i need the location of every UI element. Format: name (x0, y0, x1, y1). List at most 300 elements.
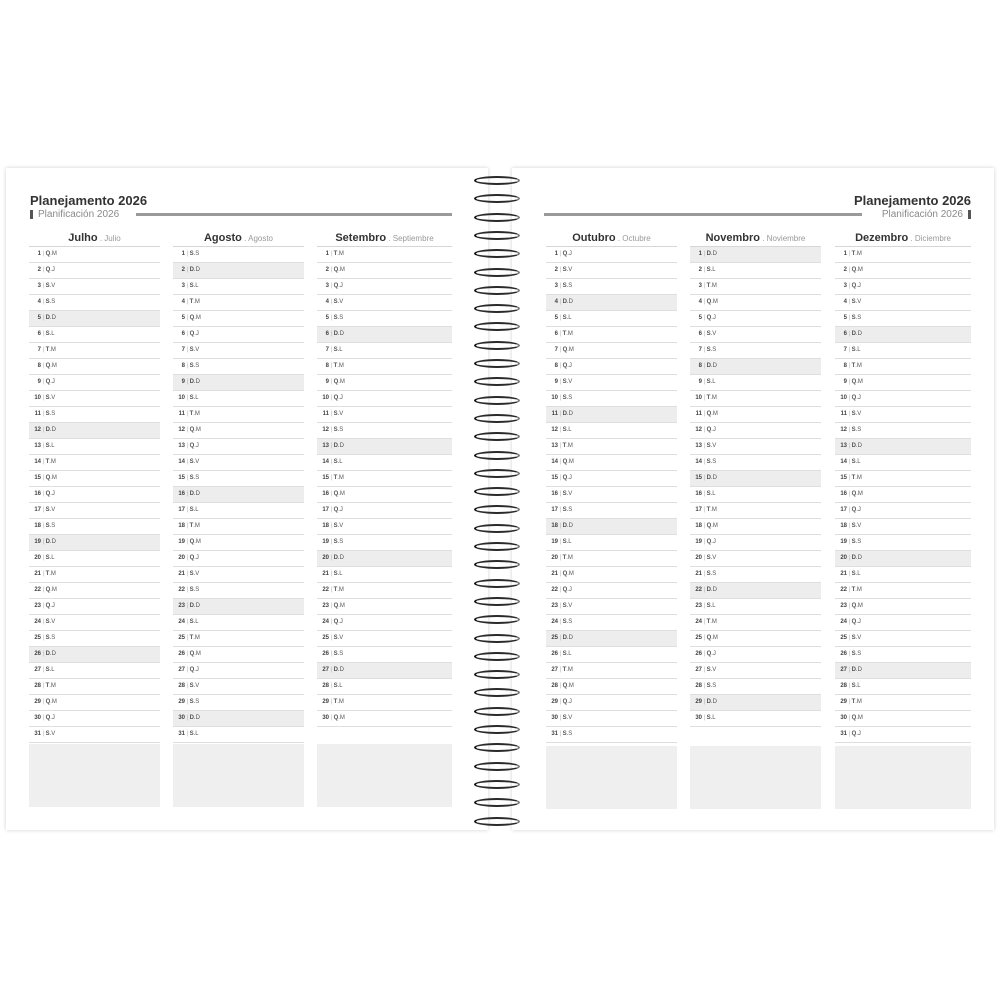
day-row[interactable] (690, 455, 821, 471)
weekday-dot: . (710, 699, 713, 705)
day-row[interactable] (173, 567, 304, 583)
day-row[interactable] (29, 647, 160, 663)
day-row[interactable] (835, 583, 971, 599)
day-row[interactable] (690, 663, 821, 679)
separator: | (43, 539, 45, 545)
day-row[interactable] (173, 663, 304, 679)
weekday-dot: . (49, 635, 52, 641)
weekday-dot: . (855, 459, 858, 465)
separator: | (187, 299, 189, 305)
day-row[interactable] (690, 391, 821, 407)
day-row[interactable] (690, 471, 821, 487)
weekday-letters (852, 411, 862, 417)
day-row[interactable] (317, 567, 452, 583)
day-row[interactable] (173, 503, 304, 519)
day-row[interactable] (546, 359, 677, 375)
weekday-pt: Q (562, 683, 568, 689)
day-row[interactable] (29, 455, 160, 471)
day-row[interactable] (317, 519, 452, 535)
day-row[interactable] (317, 407, 452, 423)
day-row[interactable] (29, 423, 160, 439)
day-row[interactable] (29, 711, 160, 727)
day-row[interactable] (546, 391, 677, 407)
day-row[interactable] (835, 439, 971, 455)
spiral-ring (474, 634, 520, 643)
day-row[interactable] (29, 615, 160, 631)
day-row[interactable] (317, 487, 452, 503)
day-number: 4 (843, 299, 847, 305)
separator: | (704, 475, 706, 481)
day-row[interactable] (546, 519, 677, 535)
day-row[interactable] (173, 407, 304, 423)
day-row[interactable] (29, 551, 160, 567)
day-row[interactable] (690, 407, 821, 423)
day-row[interactable] (690, 679, 821, 695)
weekday-letters (334, 267, 345, 273)
day-row[interactable] (690, 503, 821, 519)
weekday-letters (707, 491, 716, 497)
day-row[interactable] (690, 279, 821, 295)
day-row[interactable] (317, 359, 452, 375)
weekday-dot: . (856, 491, 858, 497)
day-row[interactable] (835, 471, 971, 487)
day-row[interactable] (690, 311, 821, 327)
day-row[interactable] (317, 423, 452, 439)
day-row[interactable] (173, 311, 304, 327)
weekday-dot: . (193, 603, 196, 609)
day-row[interactable] (690, 599, 821, 615)
day-row[interactable] (690, 359, 821, 375)
day-row[interactable] (317, 535, 452, 551)
day-row[interactable] (690, 343, 821, 359)
weekday-dot: . (711, 651, 713, 657)
day-row[interactable] (690, 247, 821, 263)
day-row[interactable] (317, 327, 452, 343)
day-row[interactable] (546, 327, 677, 343)
day-row[interactable] (835, 279, 971, 295)
day-row[interactable] (173, 375, 304, 391)
weekday-letters (334, 347, 343, 353)
day-row[interactable] (835, 343, 971, 359)
separator: | (43, 395, 45, 401)
weekday-dot: . (49, 683, 51, 689)
weekday-dot: . (856, 395, 858, 401)
day-row[interactable] (546, 631, 677, 647)
weekday-pt: S (333, 315, 338, 321)
day-row[interactable] (317, 439, 452, 455)
day-number: 16 (551, 491, 558, 497)
day-row[interactable] (29, 583, 160, 599)
day-row[interactable] (317, 679, 452, 695)
day-row[interactable] (29, 471, 160, 487)
day-row[interactable] (317, 695, 452, 711)
weekday-pt: S (706, 555, 711, 561)
weekday-dot: . (566, 635, 569, 641)
weekday-es: V (51, 283, 56, 289)
day-row[interactable] (546, 663, 677, 679)
day-row[interactable] (835, 247, 971, 263)
weekday-es: V (195, 459, 200, 465)
day-row[interactable] (173, 423, 304, 439)
day-row[interactable] (317, 247, 452, 263)
weekday-es: S (195, 251, 200, 257)
separator: | (43, 715, 45, 721)
day-row[interactable] (546, 247, 677, 263)
day-row[interactable] (173, 679, 304, 695)
day-row[interactable] (835, 695, 971, 711)
day-row[interactable] (546, 423, 677, 439)
day-row[interactable] (29, 631, 160, 647)
day-row[interactable] (317, 311, 452, 327)
day-row[interactable] (835, 711, 971, 727)
weekday-letters (190, 731, 199, 737)
day-row[interactable] (546, 407, 677, 423)
weekday-pt: D (562, 635, 567, 641)
day-row[interactable] (29, 727, 160, 743)
day-row[interactable] (835, 375, 971, 391)
day-row[interactable] (690, 487, 821, 503)
day-row[interactable] (835, 455, 971, 471)
weekday-es: M (51, 475, 57, 481)
day-row[interactable] (173, 631, 304, 647)
weekday-es: S (857, 539, 862, 545)
day-row[interactable] (546, 263, 677, 279)
day-row[interactable] (29, 359, 160, 375)
day-row[interactable] (835, 311, 971, 327)
day-row[interactable] (29, 679, 160, 695)
weekday-es: V (195, 347, 200, 353)
separator: | (331, 459, 333, 465)
separator: | (560, 475, 562, 481)
weekday-dot: . (711, 299, 713, 305)
day-row[interactable] (317, 455, 452, 471)
day-row[interactable] (173, 647, 304, 663)
day-row[interactable] (690, 567, 821, 583)
day-row[interactable] (835, 551, 971, 567)
weekday-letters (707, 635, 718, 641)
day-row[interactable] (317, 631, 452, 647)
day-row[interactable] (29, 247, 160, 263)
day-row[interactable] (29, 503, 160, 519)
day-row[interactable] (29, 279, 160, 295)
day-number: 14 (34, 459, 41, 465)
day-row[interactable] (173, 391, 304, 407)
day-row[interactable] (173, 439, 304, 455)
day-row[interactable] (835, 327, 971, 343)
day-row[interactable] (317, 263, 452, 279)
weekday-pt: S (333, 347, 338, 353)
weekday-letters (852, 715, 863, 721)
weekday-letters (852, 651, 862, 657)
weekday-es: D (712, 475, 717, 481)
day-number: 16 (840, 491, 847, 497)
day-row[interactable] (690, 647, 821, 663)
day-row[interactable] (835, 727, 971, 743)
day-row[interactable] (29, 327, 160, 343)
day-row[interactable] (546, 375, 677, 391)
day-row[interactable] (546, 551, 677, 567)
day-row[interactable] (29, 519, 160, 535)
day-row[interactable] (690, 327, 821, 343)
day-number: 28 (840, 683, 847, 689)
day-row[interactable] (546, 647, 677, 663)
weekday-es: M (567, 443, 573, 449)
separator: | (704, 667, 706, 673)
weekday-dot: . (855, 539, 858, 545)
day-row[interactable] (173, 615, 304, 631)
day-row[interactable] (690, 551, 821, 567)
day-row[interactable] (29, 407, 160, 423)
day-row[interactable] (173, 599, 304, 615)
day-row[interactable] (317, 279, 452, 295)
weekday-es: L (857, 683, 861, 689)
day-row[interactable] (546, 615, 677, 631)
weekday-es: J (339, 507, 343, 513)
day-row[interactable] (317, 551, 452, 567)
weekday-es: L (51, 443, 55, 449)
weekday-dot: . (194, 427, 196, 433)
day-row[interactable] (835, 503, 971, 519)
separator: | (187, 667, 189, 673)
separator: | (704, 331, 706, 337)
day-row[interactable] (317, 343, 452, 359)
day-row[interactable] (546, 567, 677, 583)
separator: | (560, 395, 562, 401)
weekday-letters (852, 603, 863, 609)
day-row[interactable] (690, 631, 821, 647)
day-row[interactable] (173, 359, 304, 375)
weekday-letters (852, 395, 861, 401)
day-row[interactable] (835, 391, 971, 407)
day-row[interactable] (835, 407, 971, 423)
day-row[interactable] (690, 263, 821, 279)
day-row[interactable] (317, 583, 452, 599)
day-row[interactable] (29, 311, 160, 327)
separator: | (187, 251, 189, 257)
month-column (690, 228, 821, 727)
separator: | (331, 363, 333, 369)
weekday-es: J (568, 699, 572, 705)
day-row[interactable] (546, 599, 677, 615)
day-row[interactable] (835, 295, 971, 311)
day-row[interactable] (317, 615, 452, 631)
day-number: 16 (695, 491, 702, 497)
weekday-dot: . (711, 523, 713, 529)
weekday-es: L (195, 507, 199, 513)
weekday-pt: Q (851, 283, 857, 289)
day-row[interactable] (835, 663, 971, 679)
day-row[interactable] (835, 423, 971, 439)
weekday-pt: S (562, 507, 567, 513)
day-row[interactable] (317, 711, 452, 727)
day-row[interactable] (317, 295, 452, 311)
day-row[interactable] (835, 487, 971, 503)
weekday-pt: T (333, 475, 338, 481)
separator: | (560, 635, 562, 641)
day-row[interactable] (546, 279, 677, 295)
spiral-ring (474, 524, 520, 533)
day-number: 12 (322, 427, 329, 433)
day-row[interactable] (29, 439, 160, 455)
weekday-es: L (51, 555, 55, 561)
day-row[interactable] (29, 295, 160, 311)
separator: | (560, 459, 562, 465)
day-row[interactable] (173, 711, 304, 727)
separator: | (560, 587, 562, 593)
day-row[interactable] (317, 647, 452, 663)
weekday-letters (852, 667, 862, 673)
day-row[interactable] (546, 471, 677, 487)
day-row[interactable] (29, 375, 160, 391)
weekday-es: D (339, 555, 344, 561)
day-row[interactable] (835, 535, 971, 551)
spiral-ring (474, 341, 520, 350)
day-number: 3 (325, 283, 329, 289)
day-row[interactable] (835, 679, 971, 695)
weekday-dot: . (337, 555, 340, 561)
day-row[interactable] (173, 695, 304, 711)
separator: | (560, 507, 562, 513)
day-row[interactable] (835, 359, 971, 375)
day-row[interactable] (835, 263, 971, 279)
day-row[interactable] (546, 487, 677, 503)
day-row[interactable] (317, 663, 452, 679)
day-row[interactable] (173, 327, 304, 343)
weekday-pt: S (562, 427, 567, 433)
day-row[interactable] (173, 343, 304, 359)
weekday-es: V (568, 491, 573, 497)
weekday-pt: D (333, 667, 338, 673)
day-row[interactable] (317, 471, 452, 487)
day-row[interactable] (173, 263, 304, 279)
day-row[interactable] (690, 375, 821, 391)
weekday-letters (46, 459, 56, 465)
weekday-letters (707, 539, 716, 545)
weekday-letters (852, 379, 863, 385)
day-row[interactable] (29, 567, 160, 583)
weekday-letters (46, 267, 55, 273)
day-row[interactable] (690, 695, 821, 711)
day-row[interactable] (690, 519, 821, 535)
day-row[interactable] (690, 439, 821, 455)
page-title: Planejamento 2026 (30, 193, 148, 208)
weekday-dot: . (710, 667, 713, 673)
day-row[interactable] (173, 583, 304, 599)
day-row[interactable] (546, 439, 677, 455)
day-row[interactable] (546, 583, 677, 599)
day-number: 22 (178, 587, 185, 593)
day-row[interactable] (835, 599, 971, 615)
day-number: 13 (695, 443, 702, 449)
day-row[interactable] (173, 551, 304, 567)
day-row[interactable] (173, 279, 304, 295)
day-row[interactable] (29, 487, 160, 503)
day-row[interactable] (29, 391, 160, 407)
weekday-dot: . (338, 603, 340, 609)
weekday-dot: . (710, 683, 713, 689)
day-number: 15 (551, 475, 558, 481)
weekday-es: J (339, 619, 343, 625)
separator: | (43, 411, 45, 417)
weekday-letters (334, 603, 345, 609)
day-row[interactable] (317, 503, 452, 519)
day-row[interactable] (173, 727, 304, 743)
day-row[interactable] (173, 471, 304, 487)
day-row[interactable] (317, 391, 452, 407)
separator: | (849, 395, 851, 401)
day-row[interactable] (546, 679, 677, 695)
day-row[interactable] (173, 519, 304, 535)
day-row[interactable] (546, 455, 677, 471)
day-row[interactable] (29, 599, 160, 615)
weekday-pt: Q (562, 475, 568, 481)
day-row[interactable] (546, 343, 677, 359)
day-row[interactable] (173, 295, 304, 311)
weekday-letters (46, 283, 56, 289)
day-row[interactable] (690, 535, 821, 551)
day-row[interactable] (546, 503, 677, 519)
spiral-ring (474, 231, 520, 240)
weekday-dot: . (855, 315, 858, 321)
separator: | (560, 251, 562, 257)
day-number: 8 (843, 363, 847, 369)
day-row[interactable] (835, 519, 971, 535)
day-row[interactable] (29, 695, 160, 711)
day-number: 29 (34, 699, 41, 705)
day-row[interactable] (29, 263, 160, 279)
day-row[interactable] (835, 647, 971, 663)
weekday-letters (46, 331, 55, 337)
day-row[interactable] (690, 583, 821, 599)
weekday-pt: Q (333, 491, 339, 497)
weekday-es: S (568, 731, 573, 737)
weekday-pt: Q (333, 267, 339, 273)
day-row[interactable] (546, 711, 677, 727)
separator: | (849, 427, 851, 433)
day-number: 31 (840, 731, 847, 737)
day-row[interactable] (29, 535, 160, 551)
day-row[interactable] (690, 615, 821, 631)
day-row[interactable] (173, 535, 304, 551)
day-row[interactable] (317, 375, 452, 391)
month-name-es: . Noviembre (760, 234, 806, 243)
weekday-es: J (712, 651, 716, 657)
day-row[interactable] (835, 631, 971, 647)
weekday-pt: Q (706, 411, 712, 417)
day-row[interactable] (173, 455, 304, 471)
day-row[interactable] (690, 711, 821, 727)
day-row[interactable] (546, 295, 677, 311)
weekday-pt: Q (851, 379, 857, 385)
day-row[interactable] (835, 615, 971, 631)
day-row[interactable] (835, 567, 971, 583)
weekday-pt: T (706, 283, 711, 289)
day-row[interactable] (29, 663, 160, 679)
day-row[interactable] (317, 599, 452, 615)
day-number: 30 (695, 715, 702, 721)
day-row[interactable] (546, 535, 677, 551)
weekday-pt: S (45, 443, 50, 449)
day-row[interactable] (690, 423, 821, 439)
day-row[interactable] (29, 343, 160, 359)
day-row[interactable] (173, 487, 304, 503)
day-row[interactable] (173, 247, 304, 263)
day-row[interactable] (690, 295, 821, 311)
day-row[interactable] (546, 727, 677, 743)
day-row[interactable] (546, 311, 677, 327)
weekday-letters (707, 715, 716, 721)
day-row[interactable] (546, 695, 677, 711)
